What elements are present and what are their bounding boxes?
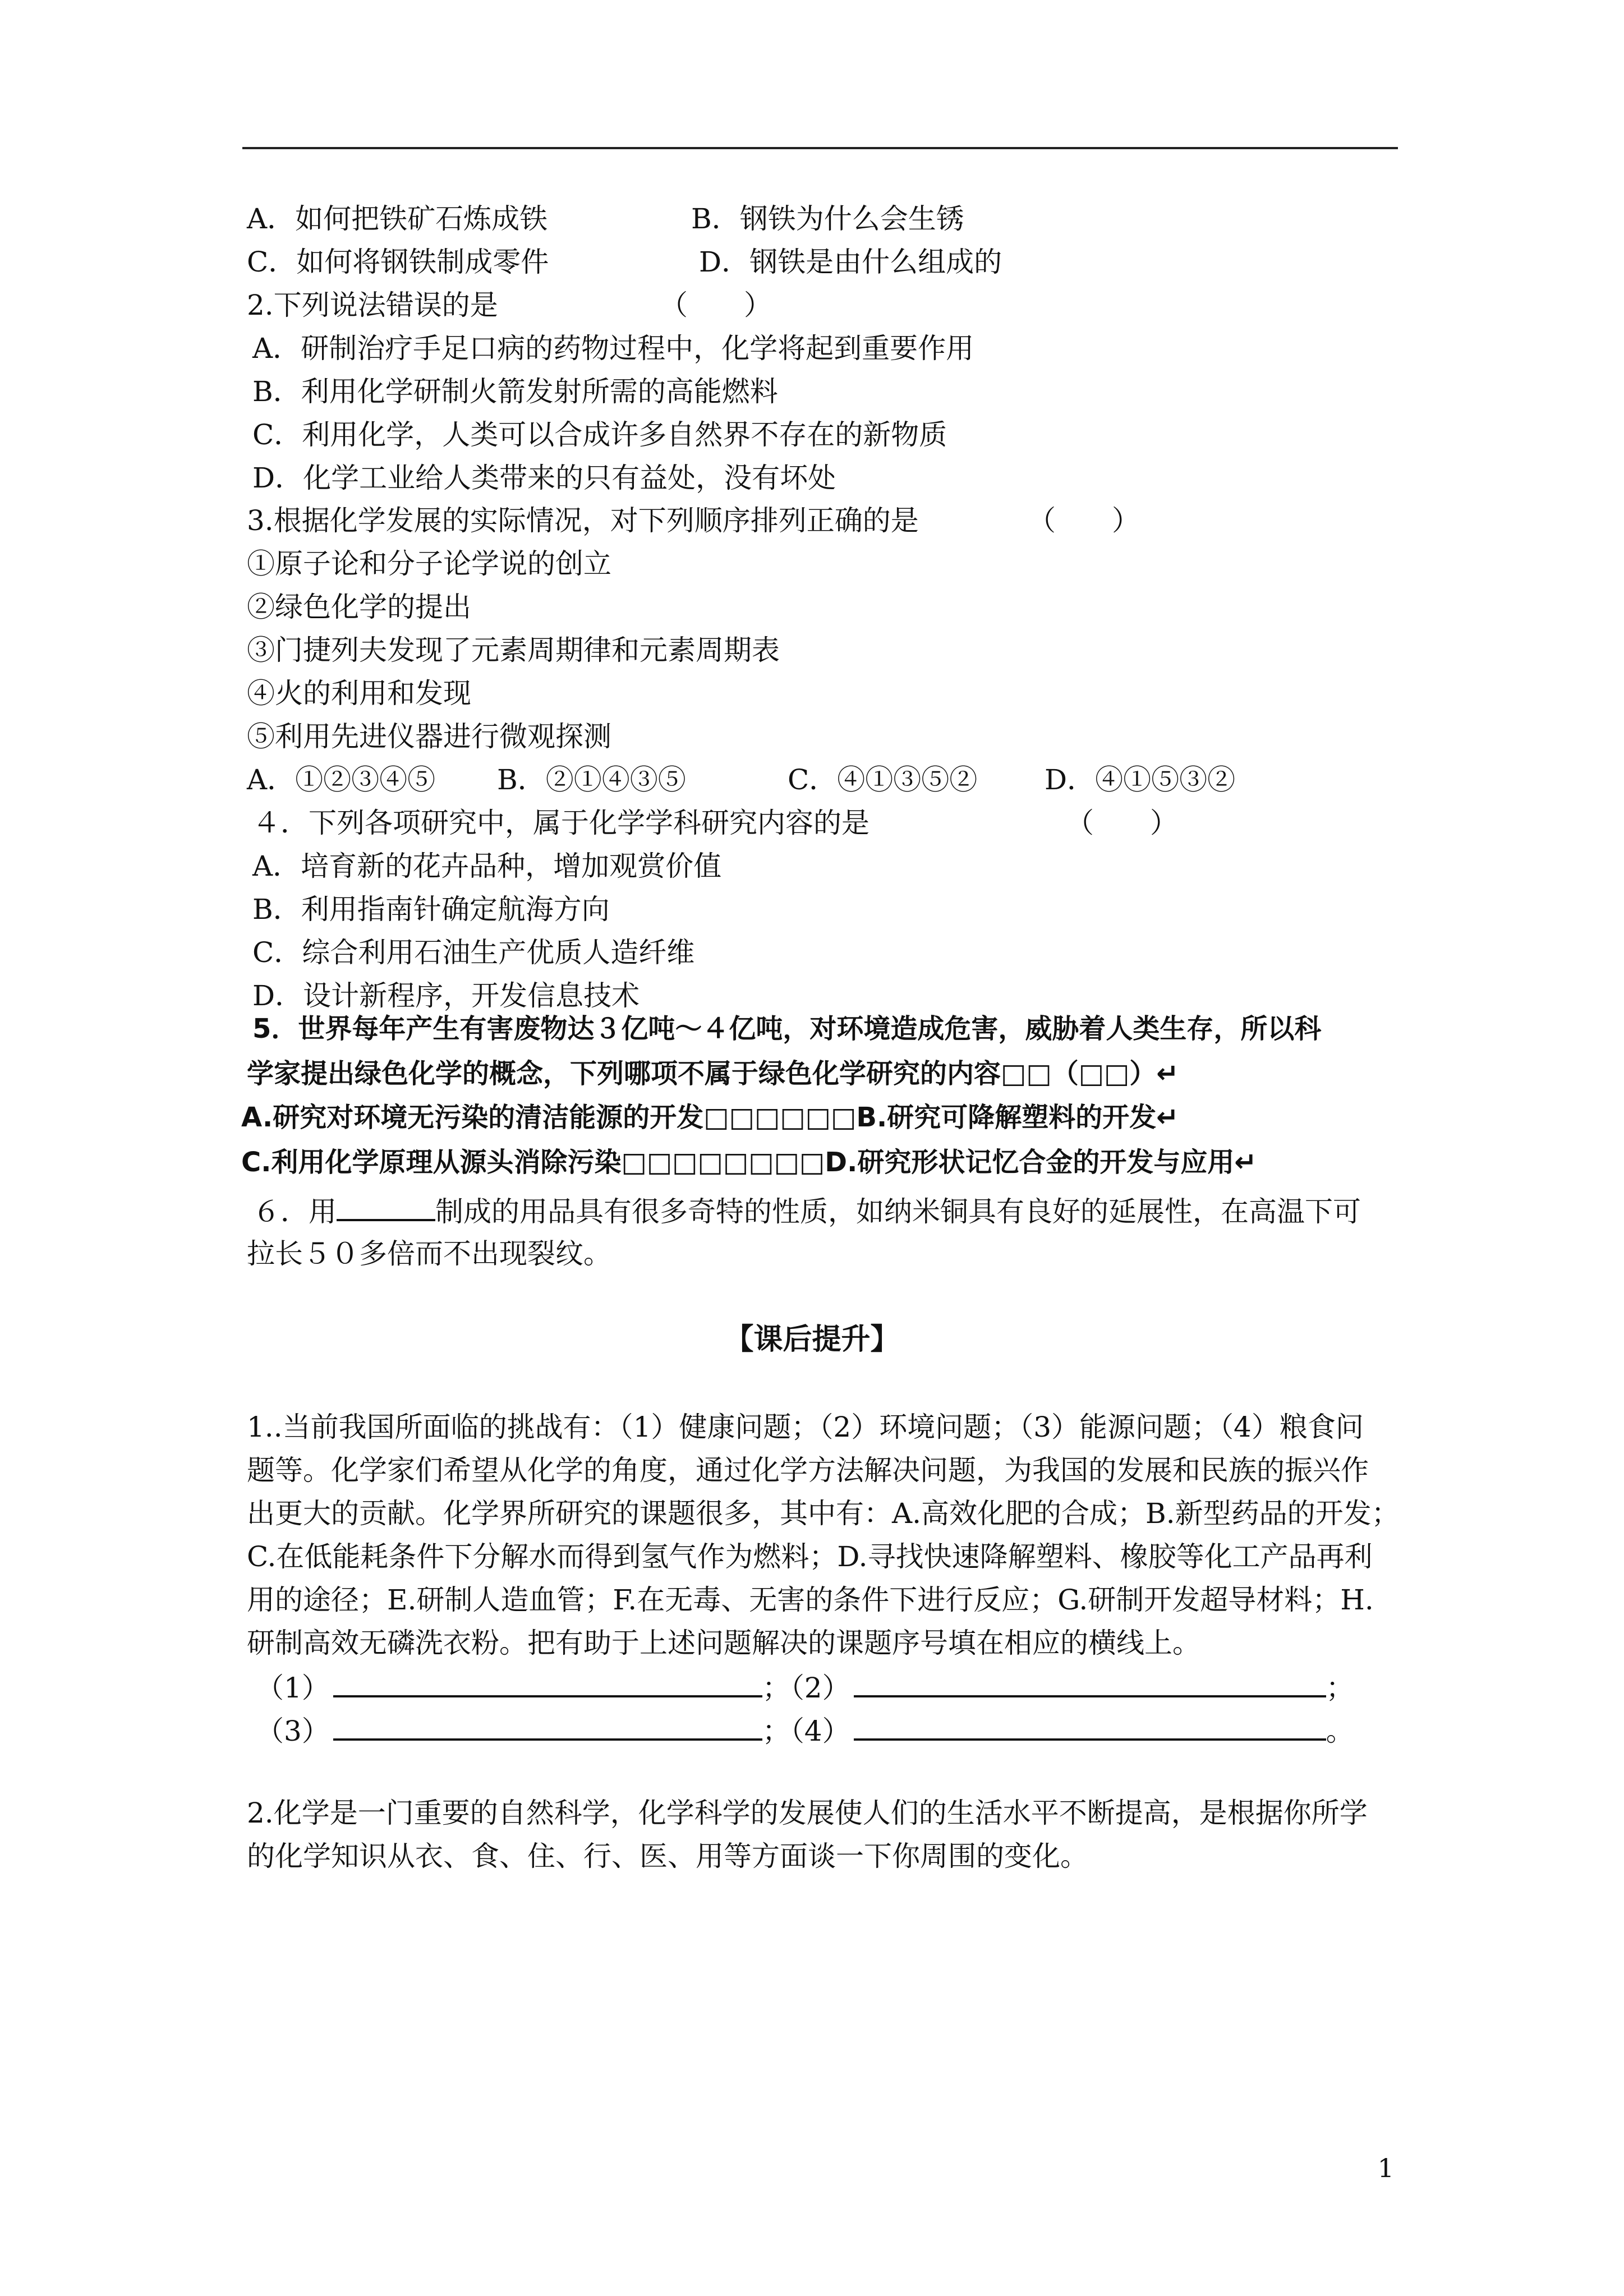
fill-label-4: （4）	[790, 1715, 850, 1747]
q3-option-c: C．④①③⑤②	[788, 763, 978, 796]
q2-bracket: （ ）	[660, 289, 772, 321]
q6-part-1: ６．用	[252, 1195, 337, 1228]
q4-option-c: C．综合利用石油生产优质人造纤维	[252, 936, 695, 969]
fill-row-1	[256, 1668, 1354, 1706]
q2-option-a: A．研制治疗手足口病的药物过程中，化学将起到重要作用	[252, 332, 974, 365]
q3-option-d: D．④①⑤③②	[1045, 763, 1236, 796]
page-number: 1	[1377, 2153, 1394, 2183]
p1-line-6: 研制高效无磷洗衣粉。把有助于上述问题解决的课题序号填在相应的横线上。	[247, 1627, 1200, 1659]
p1-line-1: 1..当前我国所面临的挑战有：（1）健康问题；（2）环境问题；（3）能源问题；（4）粮食问	[247, 1411, 1364, 1443]
fill-sep-2: ；	[1326, 1672, 1354, 1704]
q6-line-2: 拉长５０多倍而不出现裂纹。	[247, 1237, 611, 1270]
fill-sep-3: ；	[762, 1715, 790, 1747]
header-rule	[242, 147, 1398, 149]
q3-item-4: ④火的利用和发现	[247, 677, 471, 710]
p2-line-2: 的化学知识从衣、食、住、行、医、用等方面谈一下你周围的变化。	[247, 1840, 1088, 1872]
q3-item-3: ③门捷列夫发现了元素周期律和元素周期表	[247, 634, 780, 666]
q1-option-a: A．如何把铁矿石炼成铁	[247, 203, 548, 235]
q5-line-4: C.利用化学原理从源头消除污染□□□□□□□□D.研究形状记忆合金的开发与应用↵	[241, 1147, 1257, 1178]
answer-line-4[interactable]	[854, 1711, 1326, 1741]
section-title: 【课后提升】	[724, 1323, 900, 1356]
fill-label-3: （3）	[256, 1715, 330, 1747]
q4-bracket: （ ）	[1066, 807, 1178, 839]
q3-item-1: ①原子论和分子论学说的创立	[247, 547, 611, 580]
p1-line-5: 用的途径；E.研制人造血管；F.在无毒、无害的条件下进行反应；G.研制开发超导材料；H.	[247, 1584, 1374, 1616]
answer-line-3[interactable]	[333, 1711, 762, 1741]
q5-line-2: 学家提出绿色化学的概念，下列哪项不属于绿色化学研究的内容□□（□□）↵	[247, 1058, 1179, 1089]
q6-part-2: 制成的用品具有很多奇特的性质，如纳米铜具有良好的延展性，在高温下可	[435, 1195, 1361, 1228]
q3-option-b: B．②①④③⑤	[497, 763, 686, 796]
p1-line-3: 出更大的贡献。化学界所研究的课题很多，其中有：A.高效化肥的合成；B.新型药品的开发；	[247, 1497, 1400, 1530]
q2-option-b: B．利用化学研制火箭发射所需的高能燃料	[252, 375, 778, 408]
q3-item-5: ⑤利用先进仪器进行微观探测	[247, 720, 611, 753]
q2-stem: 2.下列说法错误的是	[247, 289, 498, 321]
p2-line-1: 2.化学是一门重要的自然科学，化学科学的发展使人们的生活水平不断提高，是根据你所学	[247, 1797, 1368, 1829]
p1-line-2: 题等。化学家们希望从化学的角度，通过化学方法解决问题，为我国的发展和民族的振兴作	[247, 1454, 1369, 1487]
q5-line-1: 5．世界每年产生有害废物达３亿吨～４亿吨，对环境造成危害，威胁着人类生存，所以科	[252, 1013, 1322, 1045]
q2-option-c: C．利用化学，人类可以合成许多自然界不存在的新物质	[252, 418, 947, 451]
q3-stem: 3.根据化学发展的实际情况，对下列顺序排列正确的是	[247, 504, 919, 537]
q4-option-a: A．培育新的花卉品种，增加观赏价值	[252, 850, 722, 882]
q1-option-d: D．钢铁是由什么组成的	[699, 246, 1002, 278]
answer-line-2[interactable]	[854, 1668, 1326, 1697]
q2-option-d: D．化学工业给人类带来的只有益处，没有坏处	[252, 462, 836, 494]
q3-option-a: A．①②③④⑤	[247, 763, 436, 796]
q5-line-3: A.研究对环境无污染的清洁能源的开发□□□□□□B.研究可降解塑料的开发↵	[241, 1102, 1179, 1133]
answer-line-1[interactable]	[333, 1668, 762, 1697]
p1-line-4: C.在低能耗条件下分解水而得到氢气作为燃料；D.寻找快速降解塑料、橡胶等化工产品再利	[247, 1540, 1373, 1573]
q1-option-b: B．钢铁为什么会生锈	[691, 203, 964, 235]
q6-line-1	[252, 1192, 1361, 1230]
fill-label-1: （1）	[256, 1672, 330, 1704]
fill-sep-1: ；	[762, 1672, 790, 1704]
q4-option-d: D．设计新程序，开发信息技术	[252, 979, 640, 1012]
q3-item-2: ②绿色化学的提出	[247, 591, 471, 623]
fill-row-2	[256, 1711, 1354, 1749]
q1-option-c: C．如何将钢铁制成零件	[247, 246, 549, 278]
fill-label-2: （2）	[790, 1672, 850, 1704]
q3-bracket: （ ）	[1028, 504, 1140, 537]
q6-answer-blank[interactable]	[337, 1192, 435, 1221]
fill-sep-4: 。	[1326, 1715, 1354, 1747]
q4-stem: ４．下列各项研究中，属于化学学科研究内容的是	[252, 807, 869, 839]
q4-option-b: B．利用指南针确定航海方向	[252, 893, 610, 926]
